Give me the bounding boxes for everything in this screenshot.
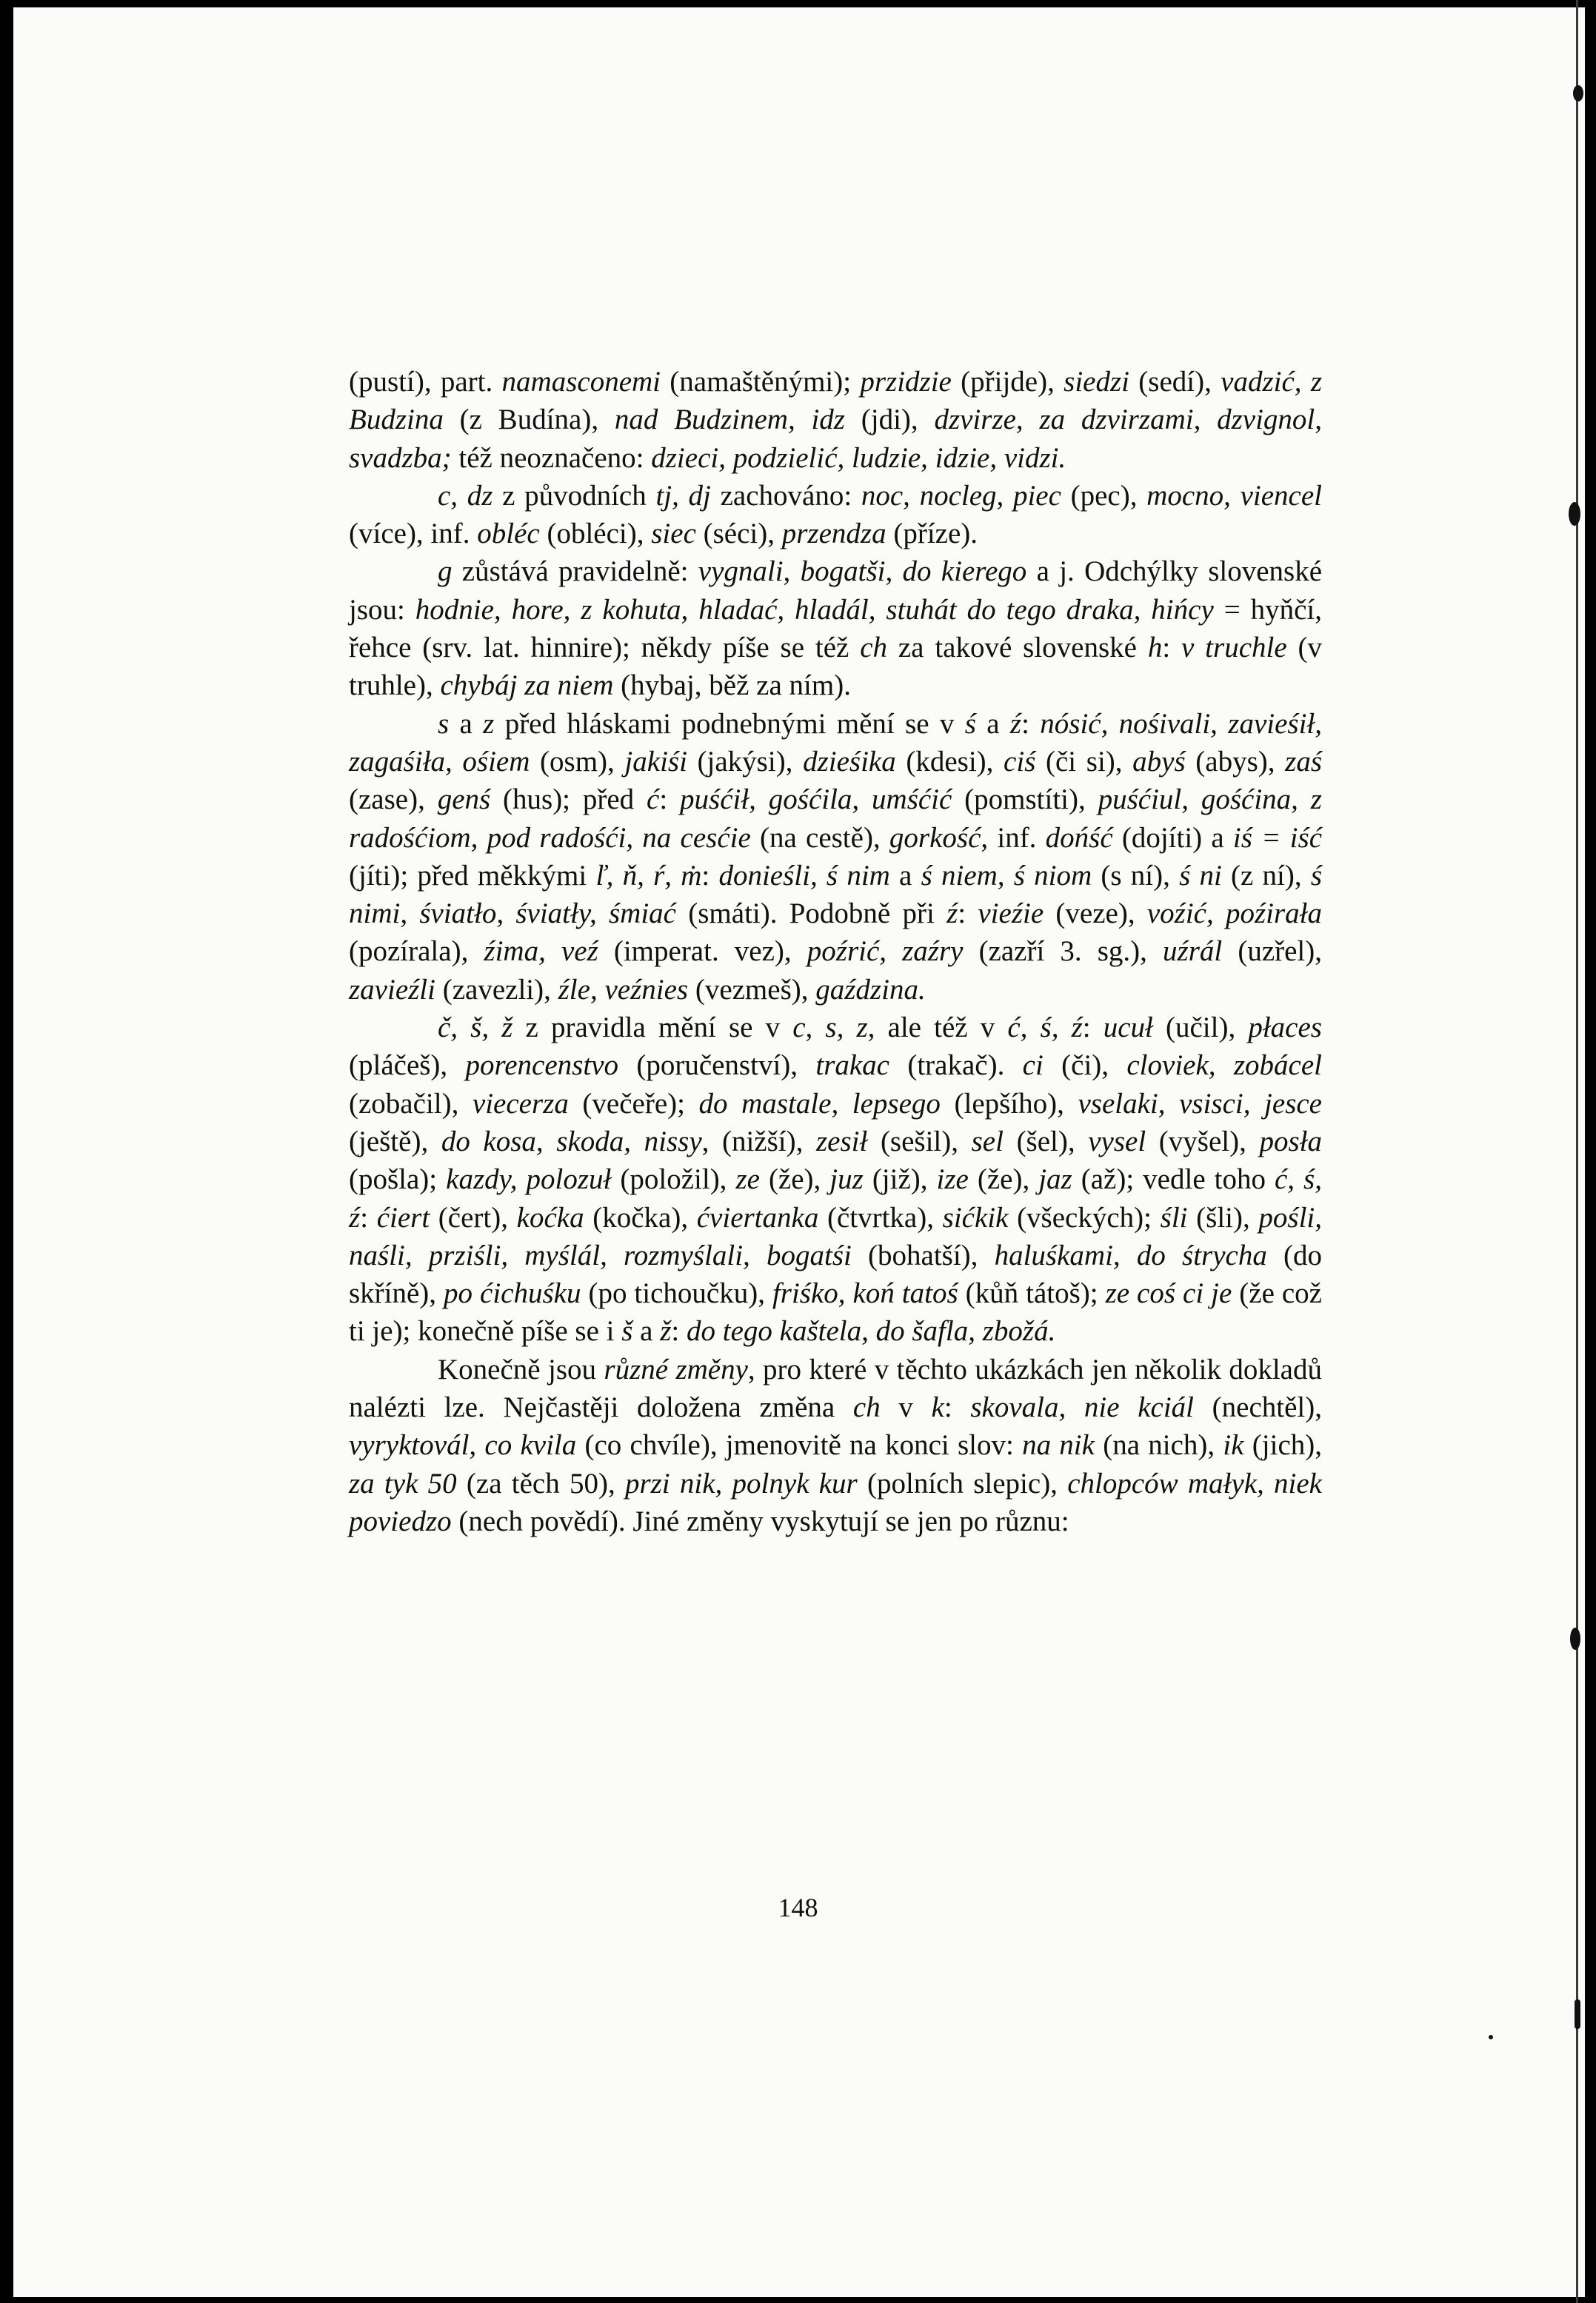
text-run: (zase),	[349, 783, 438, 816]
italic-run: ś nimi, śviatło, śviatły, śmiać	[349, 859, 1323, 930]
italic-run: vyryktovál, co kvila	[349, 1429, 577, 1462]
text-run: (séci),	[695, 518, 782, 550]
text-run: (lepšího),	[940, 1087, 1078, 1120]
italic-run: ž	[660, 1315, 672, 1348]
text-run: (až); vedle toho	[1072, 1163, 1275, 1196]
text-run: a	[889, 859, 921, 892]
italic-run: koćka	[516, 1201, 584, 1234]
italic-run: donieśli, ś nim	[718, 859, 890, 892]
text-run: (pozírala),	[349, 935, 484, 968]
italic-run: przendza	[781, 518, 887, 550]
text-run: (dojíti) a	[1112, 821, 1233, 854]
text-run: (hybaj, běž za ním).	[613, 669, 851, 702]
body-text	[349, 363, 1322, 1540]
paragraph	[349, 1351, 1322, 1540]
italic-run: ć, ś, ź	[1007, 1012, 1083, 1044]
text-run: :	[958, 898, 978, 930]
italic-run: haluśkami, do śtrycha	[994, 1239, 1267, 1271]
text-run: zachováno:	[710, 479, 861, 512]
text-run: (hus); před	[490, 783, 647, 816]
italic-run: tj, dj	[655, 479, 711, 512]
text-run: , pro které v těchto ukázkách jen několik dokladů nalézti lze. Nejčastěji doložena změna	[349, 1353, 1322, 1424]
italic-run: śli	[1160, 1201, 1188, 1234]
italic-run: nósić, nośivali, zavieśił, zagaśiła, ośiem	[349, 707, 1322, 778]
text-run: (že),	[968, 1163, 1039, 1196]
italic-run: dzieśika	[803, 745, 896, 778]
text-run: (sedí),	[1129, 366, 1221, 398]
paragraph	[349, 552, 1322, 704]
text-run: (jíti); před měkkými	[349, 859, 596, 892]
italic-run: dzieci, podzielić, ludzie, idzie, vidzi.	[651, 441, 1066, 474]
text-run: (veze),	[1044, 898, 1147, 930]
italic-run: jaz	[1038, 1163, 1072, 1196]
text-run: (pláčeš),	[349, 1049, 466, 1082]
italic-run: gorkość	[889, 821, 981, 854]
text-run: , inf.	[981, 821, 1046, 854]
text-run: (vezmeš),	[688, 973, 816, 1006]
text-run: též neoznačeno:	[451, 441, 652, 474]
text-run: :	[360, 1201, 377, 1234]
scan-mark	[1569, 502, 1580, 526]
text-run: :	[671, 1315, 687, 1348]
italic-run: juz	[829, 1163, 864, 1196]
italic-run: š	[621, 1315, 633, 1348]
text-run: (nechtěl),	[1194, 1391, 1322, 1424]
italic-run: trakac	[815, 1049, 889, 1082]
italic-run: vieźie	[978, 898, 1044, 930]
text-run: (namaštěnými);	[661, 366, 861, 398]
italic-run: ize	[936, 1163, 969, 1196]
italic-run: dońść	[1045, 821, 1113, 854]
text-run: (sešil),	[867, 1125, 972, 1157]
italic-run: za tyk 50	[349, 1467, 457, 1500]
text-run: (na nich),	[1094, 1429, 1223, 1462]
italic-run: siec	[651, 518, 696, 550]
text-run: (z ní),	[1221, 859, 1311, 892]
italic-run: gaździna.	[815, 973, 926, 1006]
text-run: (zobačil),	[349, 1087, 473, 1120]
text-run: (že což ti je); konečně píše se i	[349, 1277, 1322, 1348]
text-run: (více), inf.	[349, 518, 478, 550]
italic-run: sićkik	[942, 1201, 1009, 1234]
italic-run: przi nik, polnyk kur	[624, 1467, 858, 1500]
text-run: (šel),	[1003, 1125, 1089, 1157]
italic-run: obléc	[477, 518, 540, 550]
text-run: (po tichoučku),	[581, 1277, 772, 1310]
text-run: (všeckých);	[1008, 1201, 1161, 1234]
text-run: (bohatší),	[851, 1239, 995, 1271]
italic-run: posła	[1259, 1125, 1322, 1157]
text-run: (s ní),	[1092, 859, 1180, 892]
text-run: :	[1082, 1012, 1103, 1044]
text-run: (v truhle),	[349, 632, 1322, 702]
text-run: (příze).	[886, 518, 978, 550]
text-run: (šli),	[1187, 1201, 1259, 1234]
paragraph	[349, 477, 1322, 553]
italic-run: ciś	[1004, 745, 1036, 778]
italic-run: chlopców małyk, niek poviedzo	[349, 1467, 1322, 1537]
text-run: (již),	[863, 1163, 937, 1196]
italic-run: č, š, ž	[438, 1012, 513, 1044]
italic-run: zesił	[815, 1125, 868, 1157]
text-run: :	[659, 783, 681, 816]
text-run: (jakýsi),	[687, 745, 804, 778]
scan-mark	[1570, 1628, 1580, 1650]
text-run: za takové slovenské	[887, 632, 1148, 664]
text-run: :	[944, 1391, 971, 1424]
text-run: (ještě),	[349, 1125, 441, 1157]
text-run: v	[880, 1391, 932, 1424]
italic-run: k	[931, 1391, 944, 1424]
text-run: (do skříně),	[349, 1239, 1323, 1310]
italic-run: źima, veź	[484, 935, 598, 968]
text-run: (či si),	[1035, 745, 1133, 778]
text-run: (večeře);	[568, 1087, 699, 1120]
text-run: (za těch 50),	[456, 1467, 625, 1500]
italic-run: jakiśi	[624, 745, 687, 778]
italic-run: friśko, koń tatoś	[772, 1277, 958, 1310]
paragraph	[349, 363, 1322, 477]
text-run: = hyňčí, řehce (srv. lat. hinnire); někdy píše se též	[349, 593, 1322, 664]
text-run: (polních slepic),	[857, 1467, 1068, 1500]
text-run: (abys),	[1185, 745, 1286, 778]
text-run: před hláskami podnebnými mění se v	[494, 707, 965, 740]
italic-run: voźić, poźirała	[1146, 898, 1322, 930]
text-run: , (nižší),	[701, 1125, 816, 1157]
italic-run: skovala, nie kciál	[970, 1391, 1194, 1424]
italic-run: ľ, ň, ŕ, ṁ	[595, 859, 702, 892]
italic-run: noc, nocleg, piec	[861, 479, 1061, 512]
text-run: (pomstíti),	[952, 783, 1098, 816]
text-run: (nech povědí). Jiné změny vyskytují se jen po různu:	[451, 1505, 1069, 1537]
text-run: a	[449, 707, 484, 740]
text-run: a j. Odchýlky slovenské jsou:	[349, 555, 1322, 626]
italic-run: h	[1147, 632, 1163, 664]
italic-run: pośli, naśli, prziśli, myślál, rozmyślali, bogatśi	[349, 1201, 1323, 1271]
text-run: (pošla);	[349, 1163, 447, 1196]
text-run: (zazří 3. sg.),	[963, 935, 1163, 968]
text-run: (smáti). Podobně při	[676, 898, 947, 930]
text-run: (na cestě),	[750, 821, 889, 854]
italic-run: płaces	[1248, 1012, 1322, 1044]
text-run: (uzřel),	[1222, 935, 1323, 968]
italic-run: ćiert	[376, 1201, 430, 1234]
italic-run: ucuł	[1103, 1012, 1153, 1044]
text-run: , ale též v	[867, 1012, 1008, 1044]
italic-run: ćviertanka	[696, 1201, 819, 1234]
text-run: (jdi),	[844, 404, 935, 436]
page-number: 148	[778, 1893, 818, 1922]
scan-edge-line	[1576, 0, 1578, 2303]
italic-run: vadzić, z Budzina	[349, 366, 1322, 436]
italic-run: sel	[971, 1125, 1004, 1157]
italic-run: ch	[852, 1391, 881, 1424]
italic-run: ik	[1223, 1429, 1244, 1462]
text-run: (vyšel),	[1146, 1125, 1260, 1157]
italic-run: v truchle	[1181, 632, 1287, 664]
italic-run: ś ni	[1179, 859, 1222, 892]
italic-run: nad Budzinem, idz	[614, 404, 845, 436]
italic-run: viecerza	[472, 1087, 569, 1120]
text-run: (osm),	[530, 745, 625, 778]
italic-run: kazdy, polozuł	[446, 1163, 612, 1196]
text-run: (pec),	[1061, 479, 1147, 512]
text-run: (učil),	[1152, 1012, 1249, 1044]
text-run: a	[632, 1315, 661, 1348]
italic-run: na nik	[1022, 1429, 1095, 1462]
text-run: (imperat. vez),	[598, 935, 807, 968]
italic-run: g	[438, 555, 453, 588]
text-run: (obléci),	[539, 518, 652, 550]
italic-run: chybáj za niem	[440, 669, 614, 702]
italic-run: genś	[437, 783, 491, 816]
text-run: z pravidla mění se v	[512, 1012, 793, 1044]
italic-run: dzvirze, za dzvirzami, dzvignol, svadzba;	[349, 404, 1323, 474]
italic-run: ze coś ci je	[1105, 1277, 1232, 1310]
italic-run: c, dz	[438, 479, 493, 512]
italic-run: do kosa, skoda, nissy	[441, 1125, 702, 1157]
italic-run: do mastale, lepsego	[698, 1087, 941, 1120]
italic-run: poźrić, zaźry	[807, 935, 964, 968]
text-run: a	[975, 707, 1010, 740]
text-run: (čert),	[430, 1201, 517, 1234]
italic-run: z	[483, 707, 495, 740]
text-run: (či),	[1043, 1049, 1127, 1082]
text-run: zůstává pravidelně:	[452, 555, 698, 588]
text-run: (kdesi),	[895, 745, 1004, 778]
paragraph	[349, 705, 1322, 1009]
italic-run: abyś	[1132, 745, 1186, 778]
text-run: (že),	[759, 1163, 830, 1196]
italic-run: ć, ś, ź	[349, 1163, 1322, 1234]
italic-run: zavieźli	[349, 973, 435, 1006]
italic-run: do tego kaštela, do šafla, zbožá.	[687, 1315, 1056, 1348]
italic-run: ze	[735, 1163, 760, 1196]
italic-run: ź	[946, 898, 958, 930]
text-run: (trakač).	[889, 1049, 1023, 1082]
italic-run: puśćił, gośćila, umśćić	[680, 783, 952, 816]
italic-run: různé změny	[604, 1353, 748, 1386]
scan-mark	[1575, 1999, 1580, 2029]
text-run: (co chvíle), jmenovitě na konci slov:	[576, 1429, 1023, 1462]
italic-run: vygnali, bogatši, do kierego	[698, 555, 1027, 588]
italic-run: uźrál	[1163, 935, 1223, 968]
text-run: (pustí), part.	[349, 366, 502, 398]
italic-run: puśćiul, gośćina, z radośćiom, pod radośći, na cesćie	[349, 783, 1322, 854]
text-run: Konečně jsou	[438, 1353, 604, 1386]
scan-mark	[1489, 2035, 1493, 2039]
italic-run: mocno, viencel	[1146, 479, 1322, 512]
scan-mark	[1573, 85, 1583, 101]
italic-run: ci	[1022, 1049, 1044, 1082]
text-run: :	[1162, 632, 1182, 664]
italic-run: ś niem, ś niom	[921, 859, 1092, 892]
italic-run: ć	[647, 783, 660, 816]
text-run: (z Budína),	[443, 404, 615, 436]
text-run: (poručenství),	[618, 1049, 816, 1082]
text-run: :	[1021, 707, 1041, 740]
italic-run: zaś	[1285, 745, 1322, 778]
italic-run: cloviek, zobácel	[1126, 1049, 1322, 1082]
italic-run: iś = iść	[1232, 821, 1323, 854]
text-run: :	[701, 859, 719, 892]
italic-run: ch	[860, 632, 888, 664]
text-run: (kočka),	[584, 1201, 697, 1234]
italic-run: przidzie	[860, 366, 952, 398]
text-run: z původních	[493, 479, 656, 512]
text-run: (kůň tátoš);	[958, 1277, 1106, 1310]
text-run: (položil),	[611, 1163, 736, 1196]
italic-run: siedzi	[1064, 366, 1129, 398]
text-run: (jich),	[1243, 1429, 1322, 1462]
italic-run: c, s, z	[792, 1012, 868, 1044]
italic-run: źle, veźnies	[558, 973, 689, 1006]
italic-run: po ćichuśku	[444, 1277, 581, 1310]
italic-run: vysel	[1088, 1125, 1146, 1157]
text-run: (čtvrtka),	[818, 1201, 943, 1234]
text-run: (zavezli),	[435, 973, 558, 1006]
italic-run: namasconemi	[501, 366, 661, 398]
italic-run: ś	[964, 707, 976, 740]
italic-run: porencenstvo	[465, 1049, 618, 1082]
italic-run: ź	[1009, 707, 1022, 740]
paragraph	[349, 1009, 1322, 1351]
text-run: (přijde),	[951, 366, 1064, 398]
italic-run: vselaki, vsisci, jesce	[1078, 1087, 1322, 1120]
italic-run: s	[438, 707, 450, 740]
italic-run: hodnie, hore, z kohuta, hladać, hladál, stuhát do tego draka, hińcy	[415, 593, 1214, 626]
